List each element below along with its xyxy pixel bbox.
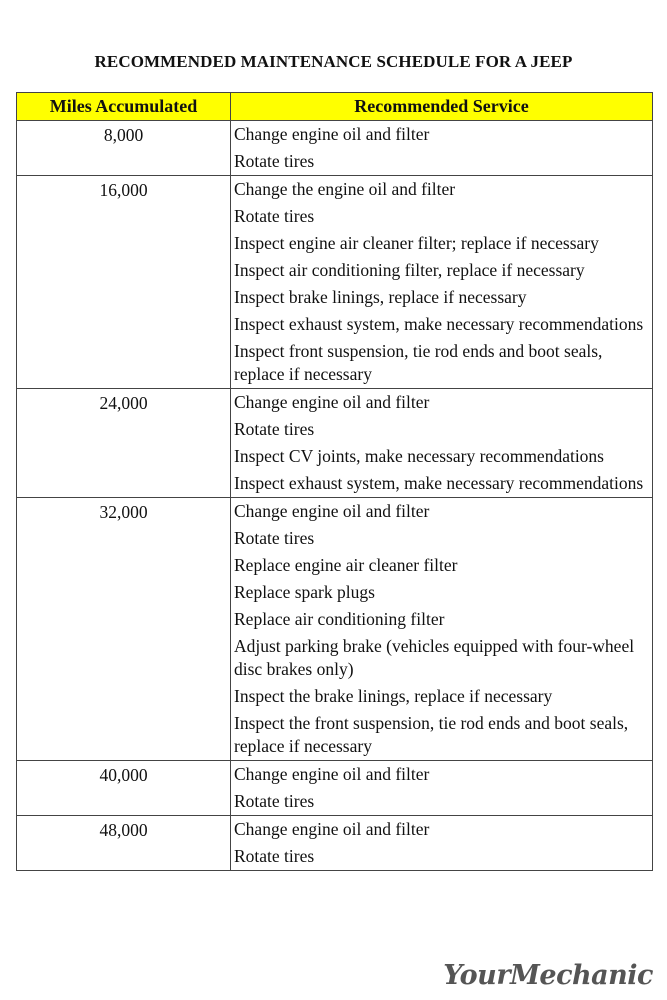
yourmechanic-logo: YourMechanic [443,960,653,991]
service-cell [231,389,653,498]
service-item: Change engine oil and filter [234,124,430,144]
miles-cell: 32,000 [17,498,231,761]
miles-cell: 40,000 [17,761,231,816]
service-item: Rotate tires [234,528,315,548]
service-cell [231,176,653,389]
service-item: Change engine oil and filter [234,819,430,839]
miles-cell: 8,000 [17,121,231,176]
service-item: Change the engine oil and filter [234,179,456,199]
service-item: Inspect the brake linings, replace if necessary [234,686,553,706]
service-cell [231,121,653,176]
table-row [17,176,653,389]
service-item: Replace spark plugs [234,582,375,602]
service-item: Rotate tires [234,151,315,171]
service-item: Inspect exhaust system, make necessary recommendations [234,314,644,334]
service-item: Change engine oil and filter [234,764,430,784]
service-item: Rotate tires [234,846,315,866]
service-item: Replace engine air cleaner filter [234,555,458,575]
miles-cell: 24,000 [17,389,231,498]
miles-column-header: Miles Accumulated [17,93,231,121]
service-item: Rotate tires [234,206,315,226]
service-item: Inspect engine air cleaner filter; replace if necessary [234,233,599,253]
table-row [17,389,653,498]
service-item: Change engine oil and filter [234,501,430,521]
table-row [17,121,653,176]
service-item: Replace air conditioning filter [234,609,445,629]
service-item: Inspect CV joints, make necessary recommendations [234,446,604,466]
service-item: Adjust parking brake (vehicles equipped with four-wheel disc brakes only) [234,636,635,679]
service-item: Inspect front suspension, tie rod ends and boot seals, replace if necessary [234,341,603,384]
miles-cell: 16,000 [17,176,231,389]
service-item: Inspect the front suspension, tie rod ends and boot seals, replace if necessary [234,713,629,756]
service-item: Rotate tires [234,791,315,811]
miles-cell: 48,000 [17,816,231,871]
service-cell [231,816,653,871]
service-item: Inspect air conditioning filter, replace if necessary [234,260,585,280]
maintenance-table [16,92,653,871]
document-title: RECOMMENDED MAINTENANCE SCHEDULE FOR A JEEP [94,52,573,71]
service-cell [231,498,653,761]
header-row [17,93,653,121]
service-item: Rotate tires [234,419,315,439]
table-row [17,761,653,816]
service-column-header: Recommended Service [231,93,653,121]
service-item: Change engine oil and filter [234,392,430,412]
service-item: Inspect brake linings, replace if necessary [234,287,527,307]
table-row [17,498,653,761]
service-item: Inspect exhaust system, make necessary recommendations [234,473,644,493]
table-row [17,816,653,871]
service-cell [231,761,653,816]
